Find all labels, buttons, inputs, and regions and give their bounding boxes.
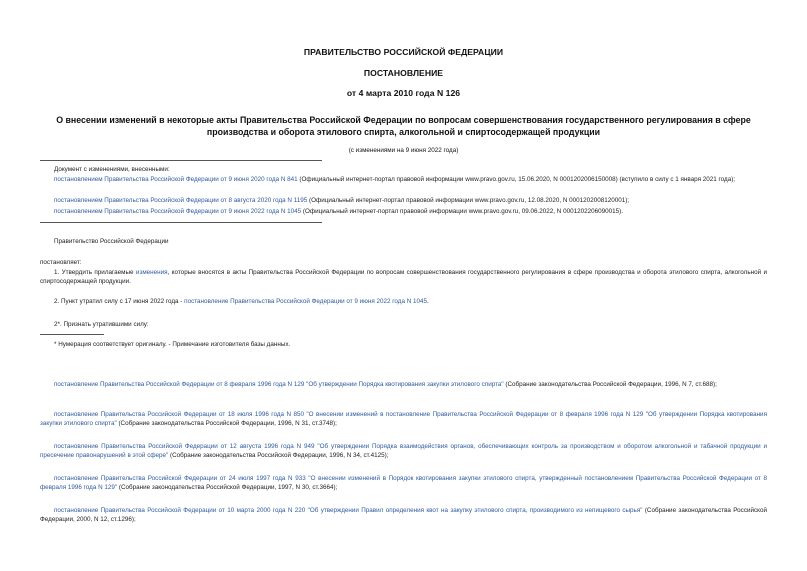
amendments-link[interactable]: изменения — [135, 269, 168, 276]
change-details: (Официальный интернет-портал правовой информации www.pravo.gov.ru, 15.06.2020, N 0001202006150008) (вступило в силу с 1 января 2021 года); — [297, 176, 736, 183]
paragraph-2-suffix: . — [427, 298, 429, 305]
repealed-details: (Собрание законодательства Российской Федерации, 1996, N 7, ст.688); — [503, 381, 717, 388]
repealed-item — [40, 506, 767, 524]
change-details: (Официальный интернет-портал правовой информации www.pravo.gov.ru, 09.06.2022, N 0001202206090015). — [301, 208, 623, 215]
repealed-item — [40, 474, 767, 492]
repealed-link[interactable]: постановление Правительства Российской Федерации от 12 августа 1996 года N 949 "Об утверждении Порядка взаимодействия органов, обеспечивающих контроль за производством и оборотом алкогольной и табачной продукции и пресечение правонарушений в этой сфере" — [40, 443, 767, 460]
repealed-details: (Собрание законодательства Российской Федерации, 1997, N 30, ст.3664); — [117, 484, 338, 492]
resolves-label: постановляет: — [40, 259, 82, 266]
repealed-link[interactable]: постановление Правительства Российской Федерации от 18 июля 1996 года N 850 "О внесении изменений в постановление Правительства Российской Федерации от 8 февраля 1996 года N 129 "Об утверждении Порядка квотирования закупки этилового спирта" — [40, 411, 767, 428]
repealed-item — [40, 442, 767, 460]
footnote: * Нумерация соответствует оригиналу. - Примечание изготовителя базы данных. — [54, 341, 291, 348]
paragraph-2 — [40, 297, 767, 306]
repealed-details: (Собрание законодательства Российской Федерации, 1996, N 34, ст.4125); — [168, 452, 389, 460]
government-heading: ПРАВИТЕЛЬСТВО РОССИЙСКОЙ ФЕДЕРАЦИИ — [303, 47, 504, 57]
repealed-details: (Собрание законодательства Российской Федерации, 2000, N 12, ст.1296); — [40, 507, 767, 524]
edition-note: (с изменениями на 9 июня 2022 года) — [348, 147, 459, 154]
paragraph-1-prefix: 1. Утвердить прилагаемые — [54, 269, 136, 276]
document-title-line-1: О внесении изменений в некоторые акты Правительства Российской Федерации по вопросам совершенствования государственного регулирования в сфере — [56, 115, 751, 125]
change-item — [40, 196, 767, 205]
footnote-divider — [40, 334, 104, 335]
change-item — [40, 207, 767, 216]
repealed-item — [40, 410, 767, 428]
paragraph-2-prefix: 2. Пункт утратил силу с 17 июня 2022 года - — [54, 298, 185, 305]
bottom-divider — [40, 222, 322, 223]
document-title-line-2: производства и оборота этилового спирта, алкогольной и спиртосодержащей продукции — [206, 126, 601, 137]
date-number-heading: от 4 марта 2010 года N 126 — [346, 88, 461, 98]
change-item — [40, 175, 767, 184]
change-details: (Официальный интернет-портал правовой информации www.pravo.gov.ru, 12.08.2020, N 0001202008120001); — [307, 197, 630, 204]
repealed-link[interactable]: постановление Правительства Российской Федерации от 24 июля 1997 года N 933 "О внесении изменений в Порядок квотирования закупки этилового спирта, утвержденный постановлением Правительства Российской Федерации от 8 февраля 1996 года N 129" — [40, 475, 767, 492]
repealed-link[interactable]: постановление Правительства Российской Федерации от 10 марта 2000 года N 220 "Об утверждении Правил определения квот на закупку этилового спирта, производимого из непищевого сырья" — [54, 507, 643, 514]
government-label: Правительство Российской Федерации — [54, 238, 169, 245]
repealed-link[interactable]: постановление Правительства Российской Федерации от 8 февраля 1996 года N 129 "Об утверждении Порядка квотирования закупки этилового спирта" — [54, 381, 504, 388]
repeal-resolution-link[interactable]: постановление Правительства Российской Федерации от 9 июня 2022 года N 1045 — [184, 298, 428, 305]
change-link[interactable]: постановлением Правительства Российской Федерации от 8 августа 2020 года N 1195 — [54, 197, 308, 204]
document-type-heading: ПОСТАНОВЛЕНИЕ — [363, 68, 444, 78]
change-link[interactable]: постановлением Правительства Российской Федерации от 9 июня 2022 года N 1045 — [54, 208, 302, 215]
paragraph-3: 2*. Признать утратившими силу: — [54, 321, 149, 328]
paragraph-1-suffix: , которые вносятся в акты Правительства Российской Федерации по вопросам совершенствования государственного регулирования в сфере производства и оборота этилового спирта, алкогольной и спиртосодержащей продукции. — [40, 269, 768, 286]
change-link[interactable]: постановлением Правительства Российской Федерации от 9 июня 2020 года N 841 — [54, 176, 298, 183]
repealed-details: (Собрание законодательства Российской Федерации, 1996, N 31, ст.3748); — [116, 420, 337, 428]
top-divider — [40, 160, 322, 161]
repealed-item — [40, 380, 767, 389]
changes-intro: Документ с изменениями, внесенными: — [54, 166, 170, 173]
paragraph-1 — [40, 268, 767, 286]
document-title — [40, 115, 767, 138]
